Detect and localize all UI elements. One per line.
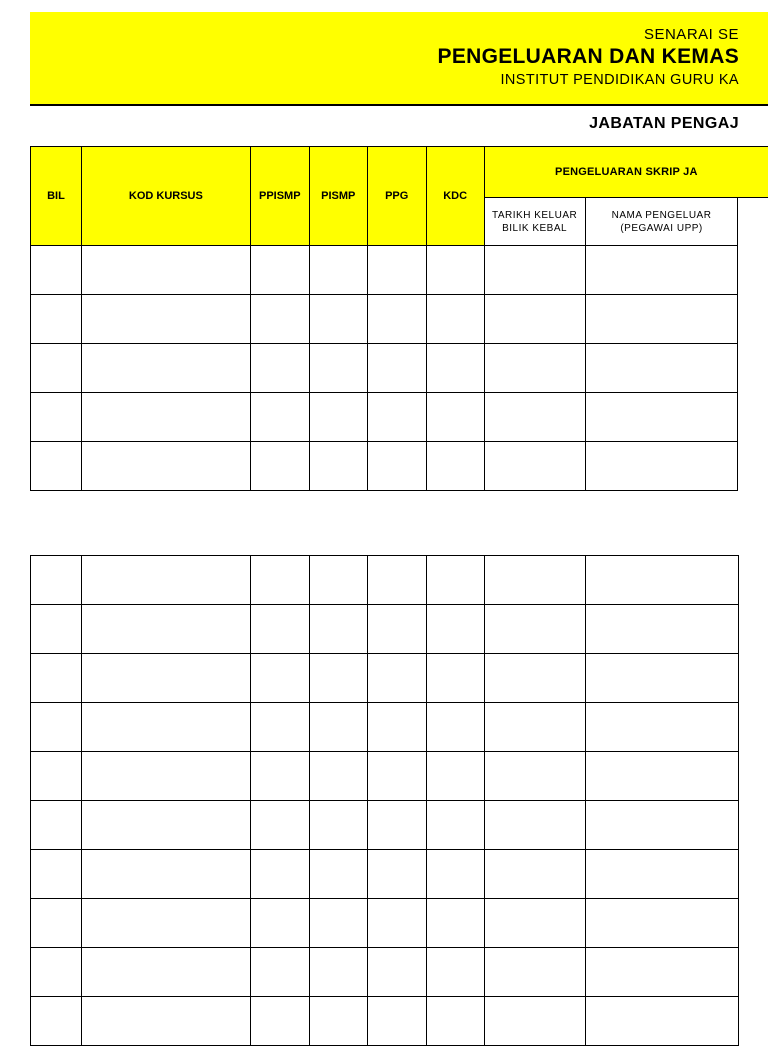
table-cell[interactable] [31,948,82,997]
table-cell[interactable] [586,899,739,948]
table-cell[interactable] [426,295,484,344]
table-cell[interactable] [484,393,585,442]
table-cell[interactable] [586,605,739,654]
table-row [31,246,768,295]
table-cell[interactable] [367,344,426,393]
table-body-first [31,246,768,491]
table-cell[interactable] [31,997,82,1046]
table-cell[interactable] [309,246,367,295]
table-cell[interactable] [251,801,310,850]
table-cell[interactable] [309,442,367,491]
table-cell[interactable] [485,703,586,752]
table-cell[interactable] [368,948,427,997]
table-cell[interactable] [251,899,310,948]
table-cell[interactable] [31,295,82,344]
table-cell[interactable] [426,393,484,442]
table-cell[interactable] [427,703,485,752]
table-cell[interactable] [484,246,585,295]
col-header-ppg: PPG [367,147,426,246]
table-cell[interactable] [251,948,310,997]
table-cell[interactable] [310,752,368,801]
table-cell[interactable] [368,654,427,703]
table-row [31,605,739,654]
table-cell[interactable] [31,246,82,295]
title-banner [30,12,768,106]
spacer-cell [738,442,768,491]
table-cell[interactable] [485,654,586,703]
table-cell[interactable] [427,605,485,654]
table-row [31,948,739,997]
table-cell[interactable] [585,246,738,295]
table-cell[interactable] [427,752,485,801]
col-header-kdc: KDC [426,147,484,246]
table-cell[interactable] [485,997,586,1046]
table-cell[interactable] [31,442,82,491]
table-cell[interactable] [426,344,484,393]
table-cell[interactable] [368,801,427,850]
table-cell[interactable] [250,442,309,491]
table-cell[interactable] [81,295,250,344]
table-row [31,801,739,850]
table-cell[interactable] [586,703,739,752]
table-row [31,752,739,801]
table-cell[interactable] [586,654,739,703]
table-row [31,703,739,752]
table-cell[interactable] [368,703,427,752]
title-line-2: PENGELUARAN DAN KEMAS [30,45,739,69]
table-cell[interactable] [427,556,485,605]
table-cell[interactable] [427,899,485,948]
table-row [31,899,739,948]
table-cell[interactable] [427,654,485,703]
table-row [31,850,739,899]
table-cell[interactable] [31,654,82,703]
spacer-cell [738,198,768,246]
table-cell[interactable] [368,997,427,1046]
table-cell[interactable] [310,801,368,850]
table-cell[interactable] [310,703,368,752]
table-cell[interactable] [251,997,310,1046]
table-cell[interactable] [485,850,586,899]
table-cell[interactable] [250,344,309,393]
table-cell[interactable] [484,442,585,491]
table-cell[interactable] [426,246,484,295]
table-cell[interactable] [427,948,485,997]
table-row [31,295,768,344]
table-cell[interactable] [484,344,585,393]
table-cell[interactable] [367,295,426,344]
table-cell[interactable] [585,295,738,344]
table-cell[interactable] [82,703,251,752]
table-cell[interactable] [484,295,585,344]
table-cell[interactable] [485,752,586,801]
table-row [31,654,739,703]
table-cell[interactable] [368,850,427,899]
table-cell[interactable] [585,344,738,393]
table-cell[interactable] [31,850,82,899]
table-cell[interactable] [309,295,367,344]
table-cell[interactable] [250,393,309,442]
table-cell[interactable] [31,605,82,654]
table-row [31,344,768,393]
spacer-cell [738,295,768,344]
table-cell[interactable] [586,850,739,899]
table-body-second [31,556,739,1046]
table-cell[interactable] [81,246,250,295]
tarikh-line-1: TARIKH KELUAR [492,210,577,221]
table-cell[interactable] [251,703,310,752]
course-table-first [30,146,768,491]
tarikh-line-2: BILIK KEBAL [502,223,567,234]
table-cell[interactable] [367,442,426,491]
spacer-cell [738,246,768,295]
table-cell[interactable] [81,442,250,491]
table-cell[interactable] [82,850,251,899]
table-cell[interactable] [82,654,251,703]
table-cell[interactable] [31,393,82,442]
nama-line-1: NAMA PENGELUAR [612,210,712,221]
table-cell[interactable] [586,801,739,850]
table-cell[interactable] [31,703,82,752]
table-cell[interactable] [367,246,426,295]
col-header-nama-pengeluar [585,198,738,246]
table-cell[interactable] [485,948,586,997]
table-cell[interactable] [368,605,427,654]
col-header-tarikh-keluar [484,198,585,246]
title-line-1: SENARAI SE [30,26,739,43]
table-cell[interactable] [310,556,368,605]
table-cell[interactable] [310,948,368,997]
table-cell[interactable] [586,556,739,605]
table-cell[interactable] [251,752,310,801]
table-cell[interactable] [586,997,739,1046]
table-cell[interactable] [251,654,310,703]
course-table-second [30,555,739,1046]
table-cell[interactable] [250,295,309,344]
table-cell[interactable] [310,605,368,654]
table-cell[interactable] [251,556,310,605]
table-cell[interactable] [31,801,82,850]
table-cell[interactable] [485,605,586,654]
table-cell[interactable] [309,344,367,393]
table-cell[interactable] [310,899,368,948]
title-line-3: INSTITUT PENDIDIKAN GURU KA [30,72,739,88]
col-header-pismp: PISMP [309,147,367,246]
department-title: JABATAN PENGAJ [30,115,739,133]
nama-line-2: (PEGAWAI UPP) [620,223,702,234]
table-row [31,393,768,442]
table-cell[interactable] [368,899,427,948]
table-cell[interactable] [82,556,251,605]
spacer-cell [738,344,768,393]
table-cell[interactable] [309,393,367,442]
table-row [31,442,768,491]
table-cell[interactable] [368,556,427,605]
col-header-ppismp: PPISMP [250,147,309,246]
table-cell[interactable] [81,393,250,442]
table-cell[interactable] [310,654,368,703]
table-cell[interactable] [367,393,426,442]
col-header-pengeluaran-skrip: PENGELUARAN SKRIP JA [484,147,768,198]
table-cell[interactable] [310,997,368,1046]
table-row [31,997,739,1046]
table-cell[interactable] [31,344,82,393]
table-cell[interactable] [31,752,82,801]
table-cell[interactable] [485,899,586,948]
table-cell[interactable] [426,442,484,491]
table-cell[interactable] [427,997,485,1046]
table-cell[interactable] [81,344,250,393]
table-cell[interactable] [368,752,427,801]
table-cell[interactable] [250,246,309,295]
table-cell[interactable] [82,948,251,997]
col-header-bil: BIL [31,147,82,246]
table-cell[interactable] [82,752,251,801]
table-cell[interactable] [31,899,82,948]
table-cell[interactable] [586,752,739,801]
col-header-kod-kursus: KOD KURSUS [81,147,250,246]
table-cell[interactable] [310,850,368,899]
spacer-cell [738,393,768,442]
table-cell[interactable] [82,605,251,654]
table-cell[interactable] [251,850,310,899]
table-row [31,556,739,605]
table-cell[interactable] [485,556,586,605]
table-cell[interactable] [585,393,738,442]
table-cell[interactable] [251,605,310,654]
table-cell[interactable] [82,997,251,1046]
table-cell[interactable] [82,801,251,850]
table-cell[interactable] [427,850,485,899]
table-cell[interactable] [427,801,485,850]
table-cell[interactable] [485,801,586,850]
table-cell[interactable] [82,899,251,948]
table-cell[interactable] [586,948,739,997]
table-cell[interactable] [31,556,82,605]
table-cell[interactable] [585,442,738,491]
